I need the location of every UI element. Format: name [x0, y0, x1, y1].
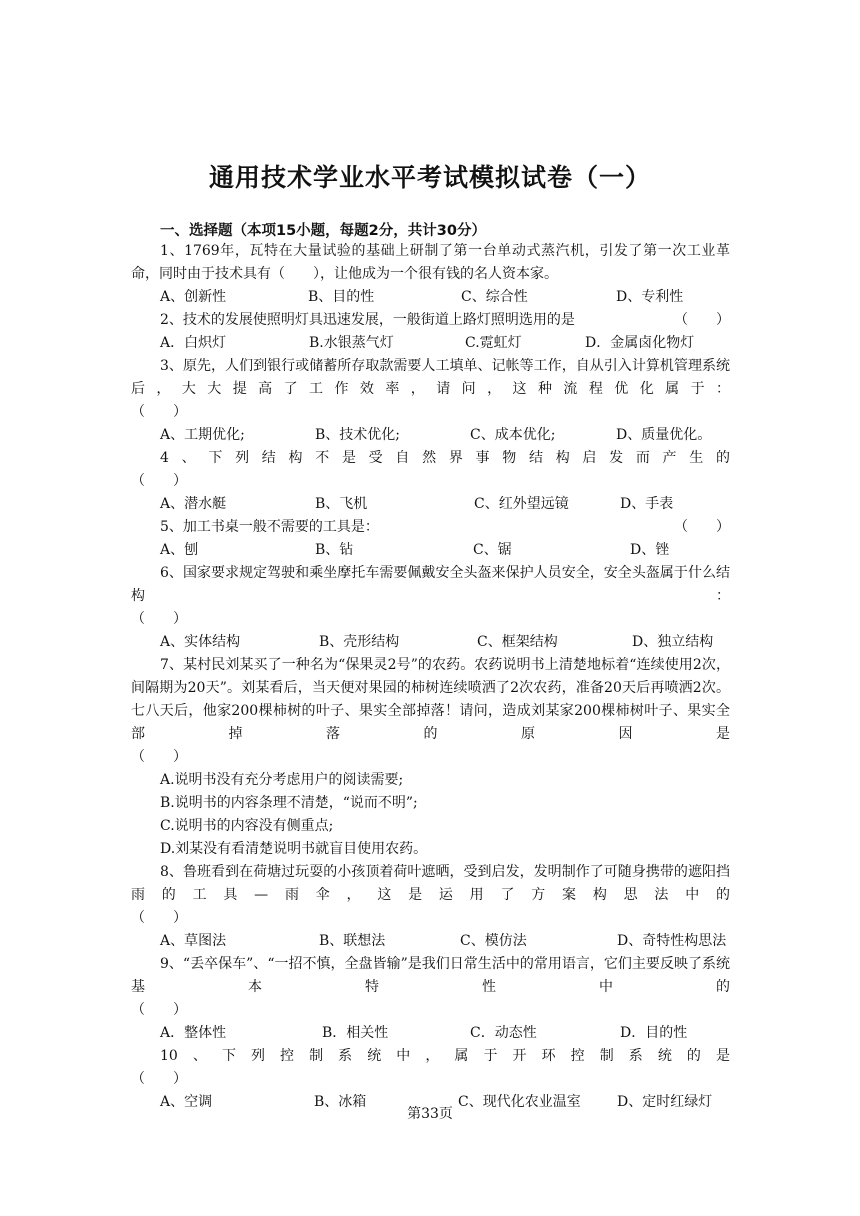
document-title: 通用技术学业水平考试模拟试卷（一） — [208, 163, 651, 192]
question-stem: 4、下列结构不是受自然界事物结构启发而产生的 — [160, 450, 730, 466]
option-c: C、锯 — [473, 542, 512, 558]
answer-paren: （ ） — [131, 611, 187, 627]
question-5 — [131, 516, 730, 562]
stem-text: 2、技术的发展使照明灯具迅速发展，一般街道上路灯照明选用的是 — [160, 312, 575, 328]
option-c: C、现代化农业温室 — [458, 1094, 581, 1110]
answer-paren: （ ） — [131, 1071, 187, 1087]
option-a: A、刨 — [160, 542, 199, 558]
option-a: A、潜水艇 — [160, 496, 227, 512]
option-d: D、定时红绿灯 — [617, 1094, 713, 1110]
option-a: A、草图法 — [160, 933, 227, 949]
options — [131, 539, 730, 562]
question-stem: 7、某村民刘某买了一种名为“保果灵2号”的农药。农药说明书上清楚地标着“连续使用2次，间隔期为20天”。刘某看后，当天便对果园的柿树连续喷洒了2次农药，准备20天后再喷洒2次。七八天后，他家200棵柿树的叶子、果实全部掉落！请问，造成刘某家200棵柿树叶子、果实全部掉落的原因是 — [131, 657, 730, 742]
option-c: C.说明书的内容没有侧重点; — [160, 818, 334, 834]
options — [131, 1022, 730, 1045]
question-stem: 1、1769年，瓦特在大量试验的基础上研制了第一台单动式蒸汽机，引发了第一次工业革命，同时由于技术具有（ ），让他成为一个很有钱的名人资本家。 — [131, 243, 730, 282]
option-d: D、专利性 — [616, 289, 684, 305]
option-c: C、成本优化; — [470, 427, 556, 443]
option-d: D、奇特性构思法 — [617, 933, 727, 949]
option-c: C、框架结构 — [477, 634, 558, 650]
answer-paren: （ ） — [131, 404, 187, 420]
option-a: A、工期优化; — [160, 427, 245, 443]
option-d: D、手表 — [620, 496, 674, 512]
options — [131, 424, 730, 447]
option-a: A．整体性 — [160, 1025, 227, 1041]
answer-paren: （ ） — [131, 749, 187, 765]
question-list — [131, 240, 730, 1114]
option-a: A、创新性 — [160, 289, 227, 305]
option-d: D、质量优化。 — [616, 427, 712, 443]
answer-paren: （ ） — [131, 910, 187, 926]
option-b: B．相关性 — [322, 1025, 389, 1041]
option-b: B、冰箱 — [314, 1094, 367, 1110]
options — [131, 493, 730, 516]
option-b: B、飞机 — [315, 496, 368, 512]
option-d: D．目的性 — [620, 1025, 688, 1041]
question-stem: 9、“丢卒保车”、“一招不慎，全盘皆输”是我们日常生活中的常用语言，它们主要反映了系统基本特性中的 — [131, 956, 730, 995]
question-stem: 8、鲁班看到在荷塘过玩耍的小孩顶着荷叶遮晒，受到启发，发明制作了可随身携带的遮阳挡雨的工具—雨伞，这是运用了方案构思法中的 — [131, 864, 730, 903]
question-stem: 10、下列控制系统中，属于开环控制系统的是 — [160, 1048, 730, 1064]
option-b: B、目的性 — [308, 289, 375, 305]
option-d: D．金属卤化物灯 — [585, 335, 695, 351]
option-b: B、技术优化; — [315, 427, 401, 443]
options — [131, 286, 730, 309]
option-a: A、实体结构 — [160, 634, 241, 650]
stem-text: 5、加工书桌一般不需要的工具是： — [160, 519, 379, 535]
question-stem — [131, 309, 730, 332]
question-4 — [131, 447, 730, 516]
options — [131, 930, 730, 953]
option-d: D、独立结构 — [632, 634, 714, 650]
option-b: B.水银蒸气灯 — [309, 335, 394, 351]
option-a: A．白炽灯 — [160, 335, 227, 351]
question-stem: 6、国家要求规定驾驶和乘坐摩托车需要佩戴安全头盔来保护人员安全，安全头盔属于什么结构： — [131, 565, 730, 604]
option-c: C、红外望远镜 — [474, 496, 569, 512]
question-2 — [131, 309, 730, 355]
answer-paren: （ ） — [131, 1002, 187, 1018]
option-d: D、锉 — [630, 542, 670, 558]
options — [131, 631, 730, 654]
option-c: C．动态性 — [470, 1025, 537, 1041]
option-d: D.刘某没有看清楚说明书就盲目使用农药。 — [160, 841, 428, 857]
question-stem — [131, 516, 730, 539]
question-9 — [131, 953, 730, 1045]
question-6 — [131, 562, 730, 654]
section-heading: 一、选择题（本项15小题，每题2分，共计30分） — [160, 223, 486, 239]
options — [131, 332, 730, 355]
option-c: C.霓虹灯 — [465, 335, 522, 351]
page-number: 第33页 — [407, 1106, 453, 1122]
question-7 — [131, 654, 730, 861]
option-b: B、壳形结构 — [319, 634, 400, 650]
option-b: B、联想法 — [319, 933, 386, 949]
option-c: C、模仿法 — [460, 933, 527, 949]
option-a: A、空调 — [160, 1094, 213, 1110]
question-3 — [131, 355, 730, 447]
answer-paren: （ ） — [674, 312, 730, 328]
question-stem: 3、原先，人们到银行或储蓄所存取款需要人工填单、记帐等工作，自从引入计算机管理系统后，大大提高了工作效率，请问，这种流程优化属于： — [131, 358, 730, 397]
option-a: A.说明书没有充分考虑用户的阅读需要; — [160, 772, 404, 788]
option-b: B、钻 — [315, 542, 354, 558]
option-c: C、综合性 — [461, 289, 528, 305]
question-8 — [131, 861, 730, 953]
option-b: B.说明书的内容条理不清楚，“说而不明”; — [160, 795, 418, 811]
answer-paren: （ ） — [131, 473, 187, 489]
answer-paren: （ ） — [674, 519, 730, 535]
question-1 — [131, 240, 730, 309]
